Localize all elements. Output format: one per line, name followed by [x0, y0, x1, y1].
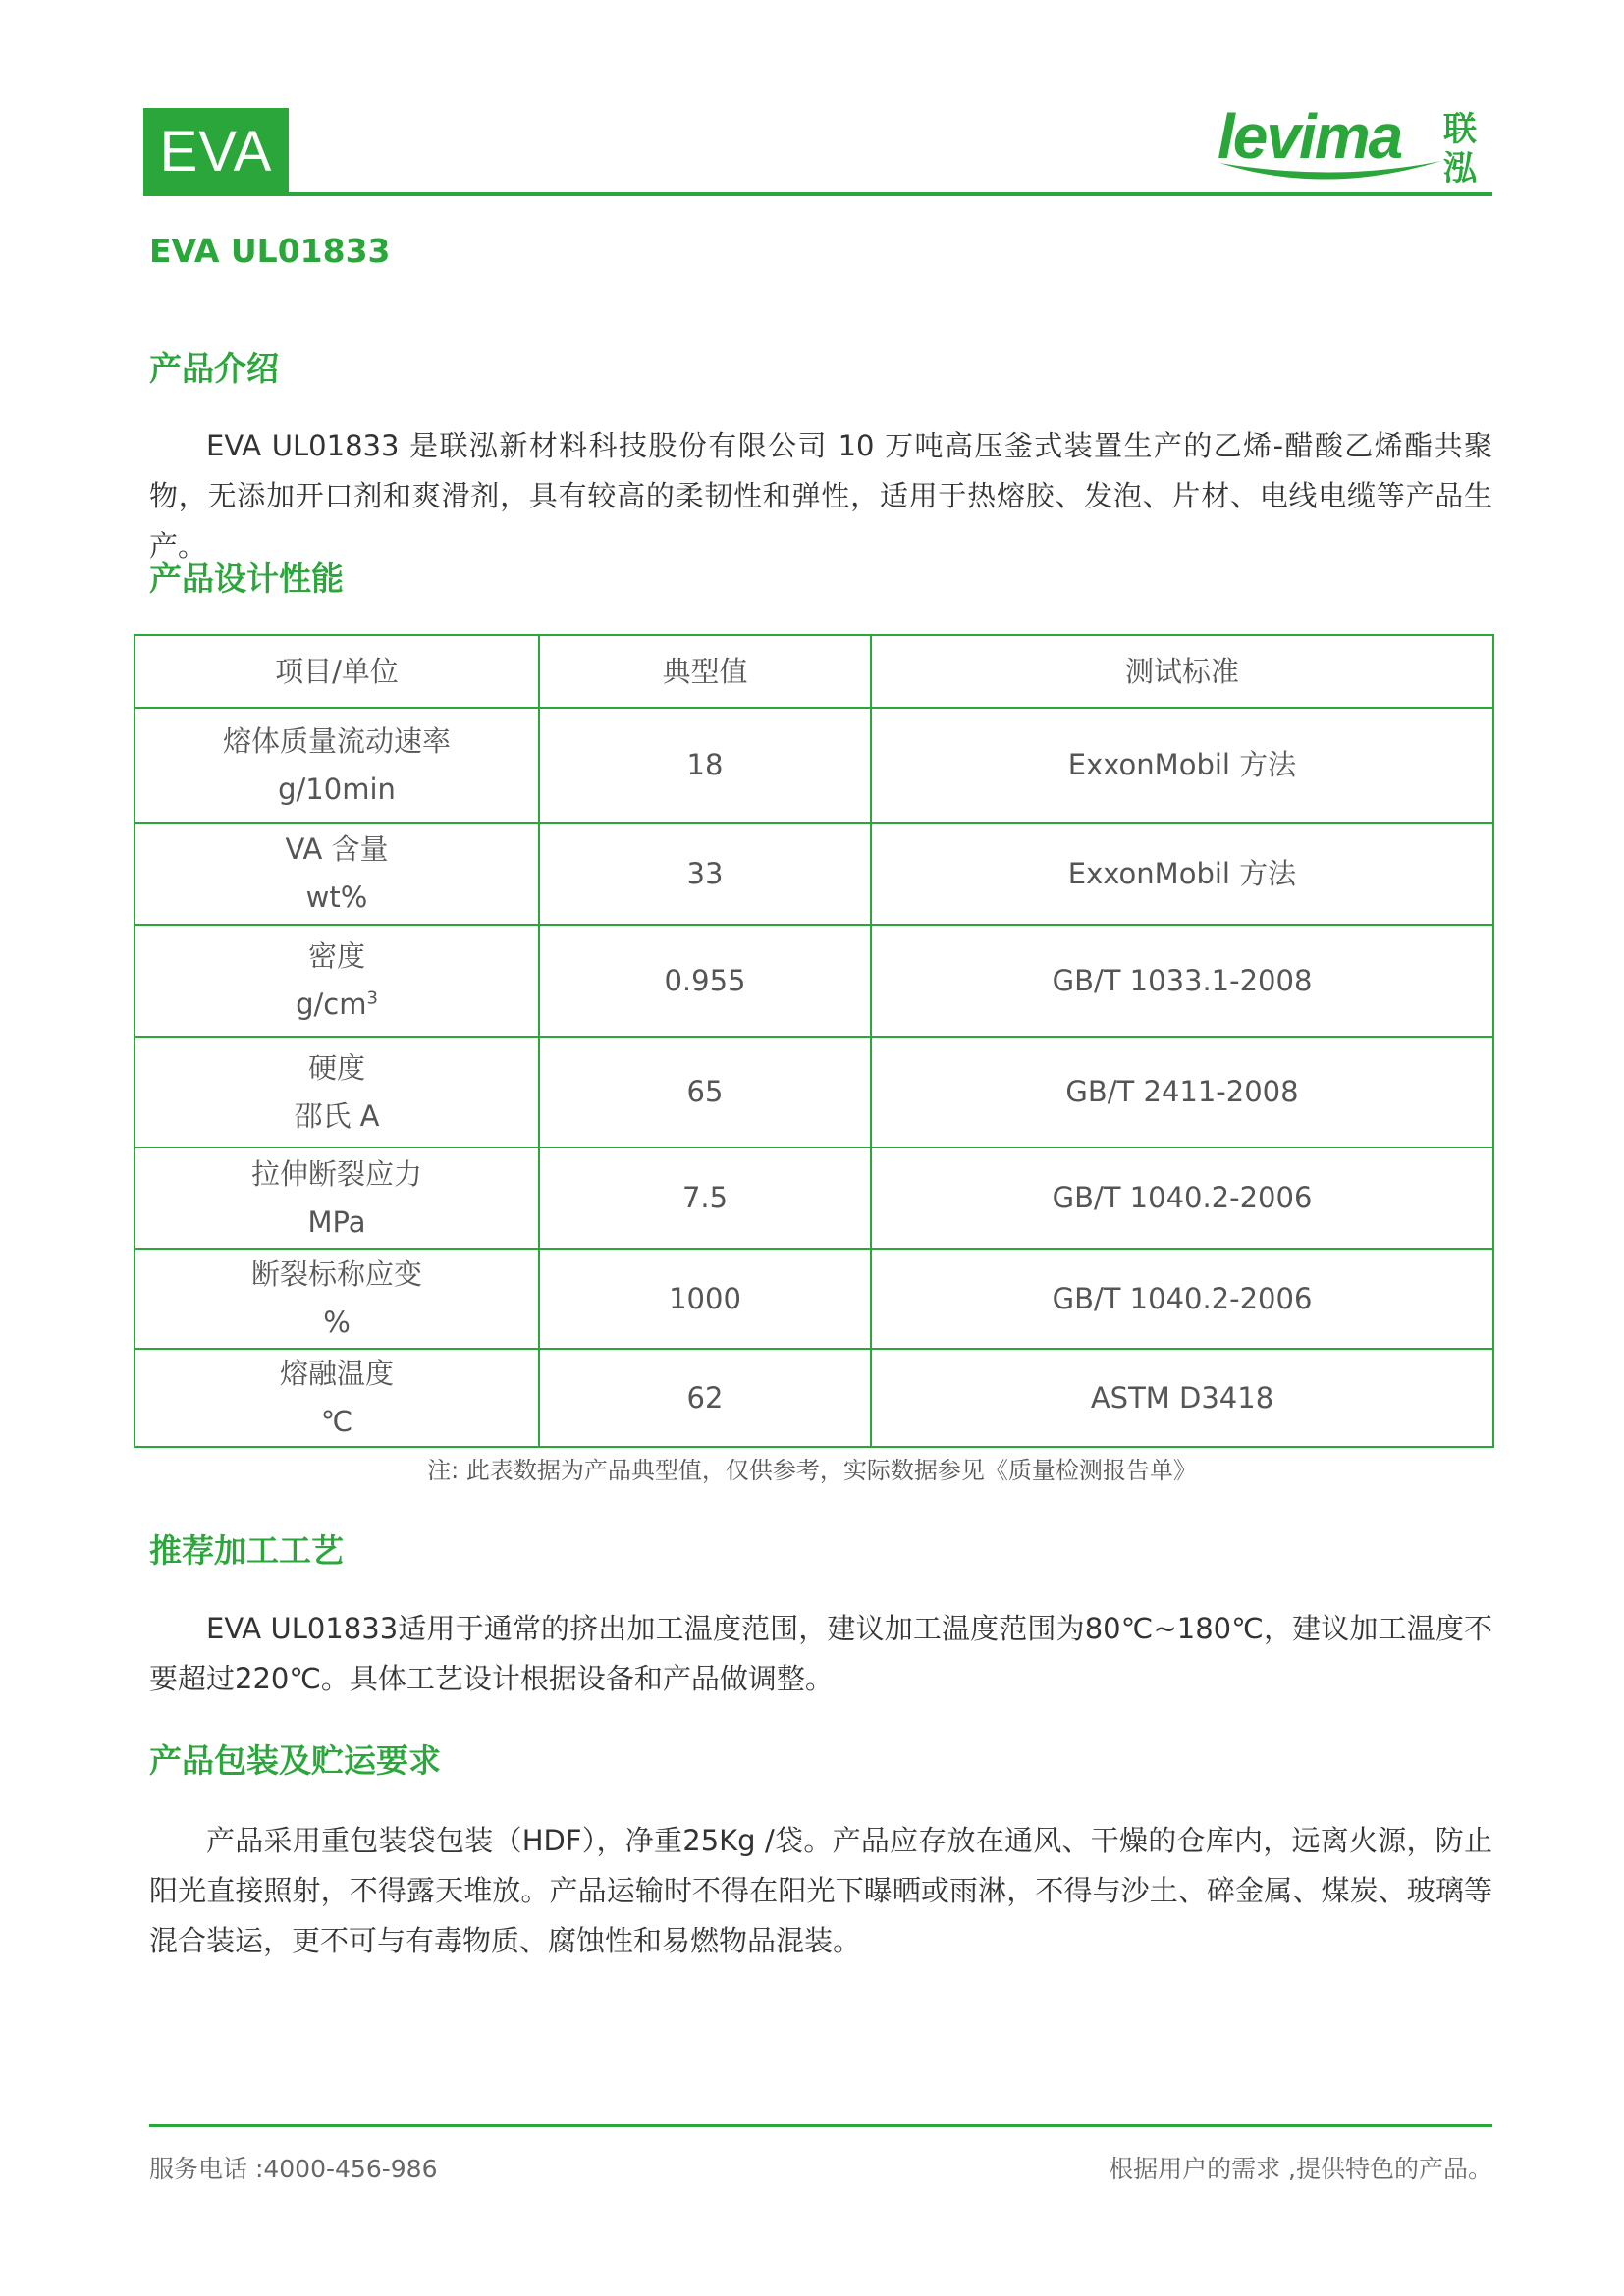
logo-swoosh-icon — [1218, 157, 1443, 192]
logo-chinese: 联泓 — [1443, 110, 1477, 188]
standard-cell: ASTM D3418 — [871, 1349, 1493, 1447]
value-cell: 7.5 — [539, 1148, 871, 1249]
footer-slogan: 根据用户的需求 ,提供特色的产品。 — [1109, 2155, 1492, 2183]
standard-cell: ExxonMobil 方法 — [871, 708, 1493, 823]
item-cell — [135, 1349, 539, 1447]
table-row — [135, 925, 1493, 1037]
item-cell — [135, 925, 539, 1037]
item-unit — [135, 981, 538, 1029]
value-cell: 33 — [539, 823, 871, 925]
design-heading: 产品设计性能 — [149, 560, 344, 598]
item-cell — [135, 1037, 539, 1148]
item-name: 熔体质量流动速率 — [222, 723, 451, 758]
spec-table — [134, 634, 1494, 1448]
table-row — [135, 1037, 1493, 1148]
item-unit: g/10min — [278, 772, 396, 806]
column-header: 典型值 — [539, 635, 871, 708]
value-cell: 18 — [539, 708, 871, 823]
standard-cell: GB/T 2411-2008 — [871, 1037, 1493, 1148]
column-header: 测试标准 — [871, 635, 1493, 708]
item-name: VA 含量 — [285, 832, 389, 866]
item-unit: % — [323, 1306, 351, 1339]
value-cell: 62 — [539, 1349, 871, 1447]
item-name: 硬度 — [307, 1050, 365, 1085]
item-name: 密度 — [307, 939, 365, 973]
item-cell — [135, 823, 539, 925]
item-unit: MPa — [307, 1204, 366, 1239]
footer-divider — [149, 2124, 1492, 2127]
item-cell — [135, 1249, 539, 1349]
item-cell — [135, 1148, 539, 1249]
standard-cell: GB/T 1033.1-2008 — [871, 925, 1493, 1037]
unit-superscript: 3 — [366, 988, 378, 1009]
category-tag: EVA — [143, 108, 289, 194]
value-cell: 0.955 — [539, 925, 871, 1037]
value-cell: 1000 — [539, 1249, 871, 1349]
item-cell — [135, 708, 539, 823]
table-row — [135, 1249, 1493, 1349]
intro-heading: 产品介绍 — [149, 349, 279, 388]
logo-wordmark: levima — [1218, 101, 1402, 172]
table-row — [135, 708, 1493, 823]
unit-base: g/cm — [296, 988, 367, 1021]
table-header-row — [135, 635, 1493, 708]
packaging-heading: 产品包装及贮运要求 — [149, 1741, 441, 1780]
table-row — [135, 823, 1493, 925]
standard-cell: GB/T 1040.2-2006 — [871, 1148, 1493, 1249]
table-row — [135, 1349, 1493, 1447]
product-title: EVA UL01833 — [149, 232, 391, 270]
item-unit: 邵氏 A — [294, 1098, 380, 1133]
item-name: 熔融温度 — [279, 1357, 394, 1390]
item-name: 拉伸断裂应力 — [250, 1156, 422, 1191]
column-header: 项目/单位 — [135, 635, 539, 708]
item-unit: wt% — [305, 881, 368, 914]
intro-paragraph: EVA UL01833 是联泓新材料科技股份有限公司 10 万吨高压釜式装置生产的乙烯-醋酸乙烯酯共聚物，无添加开口剂和爽滑剂，具有较高的柔韧性和弹性，适用于热熔胶、发泡、片材、电线电缆等产品生产。 — [149, 429, 1492, 562]
item-unit: ℃ — [320, 1405, 353, 1438]
standard-cell: ExxonMobil 方法 — [871, 823, 1493, 925]
standard-cell: GB/T 1040.2-2006 — [871, 1249, 1493, 1349]
brand-logo — [1218, 100, 1502, 193]
value-cell: 65 — [539, 1037, 871, 1148]
item-name: 断裂标称应变 — [250, 1257, 422, 1291]
processing-heading: 推荐加工工艺 — [149, 1531, 344, 1570]
table-note: 注: 此表数据为产品典型值，仅供参考，实际数据参见《质量检测报告单》 — [427, 1457, 1197, 1484]
table-row — [135, 1148, 1493, 1249]
service-phone: 服务电话 :4000-456-986 — [149, 2155, 438, 2183]
processing-paragraph: EVA UL01833适用于通常的挤出加工温度范围，建议加工温度范围为80℃~180℃，建议加工温度不要超过220℃。具体工艺设计根据设备和产品做调整。 — [149, 1612, 1492, 1695]
packaging-paragraph: 产品采用重包装袋包装（HDF），净重25Kg /袋。产品应存放在通风、干燥的仓库内，远离火源，防止阳光直接照射，不得露天堆放。产品运输时不得在阳光下曝晒或雨淋，不得与沙土、碎金属、煤炭、玻璃等混合装运，更不可与有毒物质、腐蚀性和易燃物品混装。 — [149, 1824, 1492, 1957]
